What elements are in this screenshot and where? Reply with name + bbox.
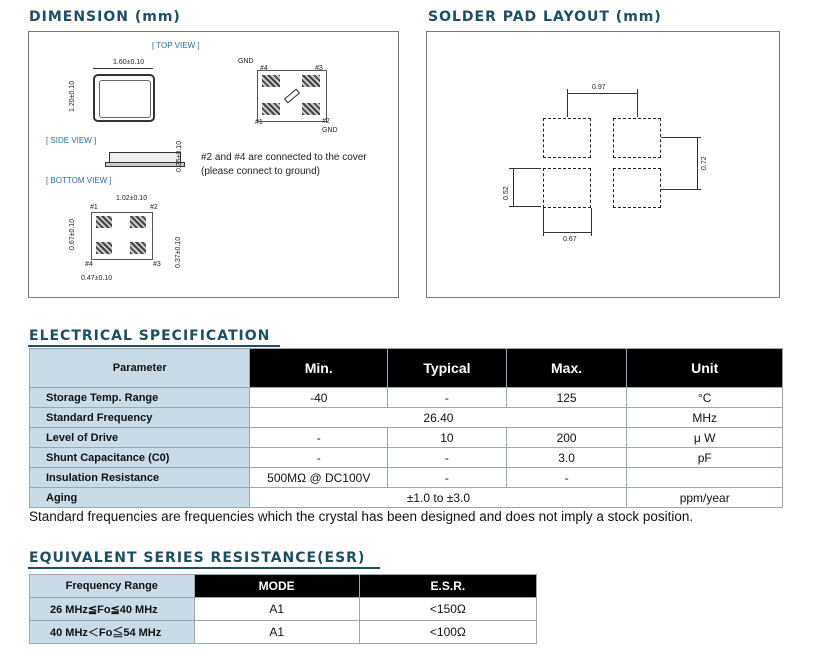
table-row bbox=[30, 468, 783, 488]
table-row bbox=[30, 388, 783, 408]
solder-dim-left: 0.52 bbox=[503, 186, 510, 200]
cell-span: ±1.0 to ±3.0 bbox=[250, 488, 627, 508]
cell-typ: - bbox=[388, 388, 507, 408]
electrical-footnote: Standard frequencies are frequencies which the crystal has been designed and does not imply a stock position. bbox=[29, 509, 694, 524]
bottom-pin2-label: #2 bbox=[150, 204, 158, 211]
bottom-width-dim: 1.02±0.10 bbox=[116, 195, 148, 202]
cell-unit: μ W bbox=[627, 428, 783, 448]
solder-frame bbox=[426, 31, 780, 298]
cell-max: 200 bbox=[506, 428, 627, 448]
electrical-spec-table bbox=[29, 348, 783, 508]
dimension-frame bbox=[28, 31, 399, 298]
esr-value: <150Ω bbox=[359, 598, 536, 621]
pin1-label: #1 bbox=[255, 119, 263, 126]
cell-min: - bbox=[250, 448, 388, 468]
solder-dim-bottom-ext-l bbox=[543, 208, 544, 236]
bottom-pad-4 bbox=[96, 242, 112, 254]
cell-unit: °C bbox=[627, 388, 783, 408]
esr-range: 40 MHz＜Fo≦54 MHz bbox=[30, 621, 195, 644]
bottom-left-dim: 0.67±0.10 bbox=[69, 218, 76, 250]
header-typical: Typical bbox=[388, 349, 507, 388]
side-height-dim: 0.35±0.10 bbox=[176, 140, 183, 172]
side-view-label: [ SIDE VIEW ] bbox=[46, 136, 97, 145]
cell-typ: 10 bbox=[388, 428, 507, 448]
bottom-pin3-label: #3 bbox=[153, 261, 161, 268]
esr-header-range: Frequency Range bbox=[30, 575, 195, 598]
cell-unit: MHz bbox=[627, 408, 783, 428]
cell-unit: ppm/year bbox=[627, 488, 783, 508]
esr-header-mode: MODE bbox=[194, 575, 359, 598]
solder-dim-top-ext-l bbox=[567, 89, 568, 117]
electrical-title: ELECTRICAL SPECIFICATION bbox=[29, 328, 271, 344]
table-row bbox=[30, 488, 783, 508]
cell-min: 500MΩ @ DC100V bbox=[250, 468, 388, 488]
solder-dim-right-line bbox=[697, 137, 698, 189]
bottom-view-body bbox=[91, 212, 153, 260]
esr-title: EQUIVALENT SERIES RESISTANCE(ESR) bbox=[29, 550, 366, 566]
pin4-label: #4 bbox=[260, 65, 268, 72]
bottom-pad-2 bbox=[130, 216, 146, 228]
top-view-inner bbox=[99, 80, 151, 118]
pin4-pad bbox=[262, 75, 280, 87]
header-unit: Unit bbox=[627, 349, 783, 388]
cell-min: -40 bbox=[250, 388, 388, 408]
top-height-dim: 1.20±0.10 bbox=[69, 80, 76, 112]
bottom-pad-1 bbox=[96, 216, 112, 228]
bottom-right-dim: 0.37±0.10 bbox=[175, 236, 182, 268]
param-level-of-drive: Level of Drive bbox=[30, 428, 250, 448]
table-row bbox=[30, 621, 537, 644]
esr-value: <100Ω bbox=[359, 621, 536, 644]
connection-note-line1: #2 and #4 are connected to the cover bbox=[201, 152, 367, 163]
cell-unit bbox=[627, 468, 783, 488]
solder-dim-right-ext-t bbox=[661, 137, 701, 138]
esr-header-esr: E.S.R. bbox=[359, 575, 536, 598]
cell-max: 3.0 bbox=[506, 448, 627, 468]
table-row bbox=[30, 448, 783, 468]
bottom-pad-dim: 0.47±0.10 bbox=[81, 275, 113, 282]
solder-dim-bottom-line bbox=[543, 232, 591, 233]
cell-typ: - bbox=[388, 468, 507, 488]
solder-dim-left-line bbox=[513, 168, 514, 206]
solder-pad-tr bbox=[613, 118, 661, 158]
pin3-label: #3 bbox=[315, 65, 323, 72]
pin3-pad bbox=[302, 75, 320, 87]
top-width-line bbox=[93, 68, 153, 69]
esr-title-underline bbox=[28, 567, 380, 569]
esr-range: 26 MHz≦Fo≦40 MHz bbox=[30, 598, 195, 621]
solder-pad-br bbox=[613, 168, 661, 208]
electrical-title-underline bbox=[28, 345, 280, 347]
cell-max: - bbox=[506, 468, 627, 488]
bottom-view-label: [ BOTTOM VIEW ] bbox=[46, 176, 112, 185]
param-aging: Aging bbox=[30, 488, 250, 508]
solder-pad-bl bbox=[543, 168, 591, 208]
header-max: Max. bbox=[506, 349, 627, 388]
side-view-base bbox=[105, 162, 185, 167]
solder-dim-right: 0.72 bbox=[701, 156, 708, 170]
solder-dim-top-ext-r bbox=[637, 89, 638, 117]
pin2-pad bbox=[302, 103, 320, 115]
connection-note-line2: (please connect to ground) bbox=[201, 166, 320, 177]
solder-title: SOLDER PAD LAYOUT (mm) bbox=[428, 9, 662, 25]
solder-dim-top: 0.97 bbox=[592, 84, 606, 91]
solder-pad-tl bbox=[543, 118, 591, 158]
top-view-label: [ TOP VIEW ] bbox=[152, 41, 200, 50]
pin1-pad bbox=[262, 103, 280, 115]
cell-typ: - bbox=[388, 448, 507, 468]
solder-dim-bottom: 0.67 bbox=[563, 236, 577, 243]
cell-unit: pF bbox=[627, 448, 783, 468]
table-row bbox=[30, 428, 783, 448]
bottom-pad-3 bbox=[130, 242, 146, 254]
table-row bbox=[30, 598, 537, 621]
solder-dim-top-line bbox=[567, 93, 637, 94]
solder-dim-left-ext-b bbox=[509, 206, 541, 207]
table-row bbox=[30, 408, 783, 428]
param-storage-temp: Storage Temp. Range bbox=[30, 388, 250, 408]
gnd-top-label: GND bbox=[238, 58, 254, 65]
cell-max: 125 bbox=[506, 388, 627, 408]
param-insulation-resistance: Insulation Resistance bbox=[30, 468, 250, 488]
cell-span: 26.40 bbox=[250, 408, 627, 428]
dimension-title: DIMENSION (mm) bbox=[29, 9, 181, 25]
param-shunt-capacitance: Shunt Capacitance (C0) bbox=[30, 448, 250, 468]
solder-dim-right-ext-b bbox=[661, 189, 701, 190]
pin-view-body bbox=[257, 70, 327, 122]
header-parameter: Parameter bbox=[30, 349, 250, 388]
gnd-bottom-label: GND bbox=[322, 127, 338, 134]
top-width-dim: 1.60±0.10 bbox=[113, 59, 145, 66]
solder-dim-left-ext-t bbox=[509, 168, 541, 169]
cell-min: - bbox=[250, 428, 388, 448]
esr-mode: A1 bbox=[194, 621, 359, 644]
bottom-pin1-label: #1 bbox=[90, 204, 98, 211]
bottom-pin4-label: #4 bbox=[85, 261, 93, 268]
crystal-symbol bbox=[284, 89, 300, 104]
solder-dim-bottom-ext-r bbox=[591, 208, 592, 236]
param-standard-frequency: Standard Frequency bbox=[30, 408, 250, 428]
esr-mode: A1 bbox=[194, 598, 359, 621]
pin2-label: #2 bbox=[322, 118, 330, 125]
esr-table bbox=[29, 574, 537, 644]
header-min: Min. bbox=[250, 349, 388, 388]
